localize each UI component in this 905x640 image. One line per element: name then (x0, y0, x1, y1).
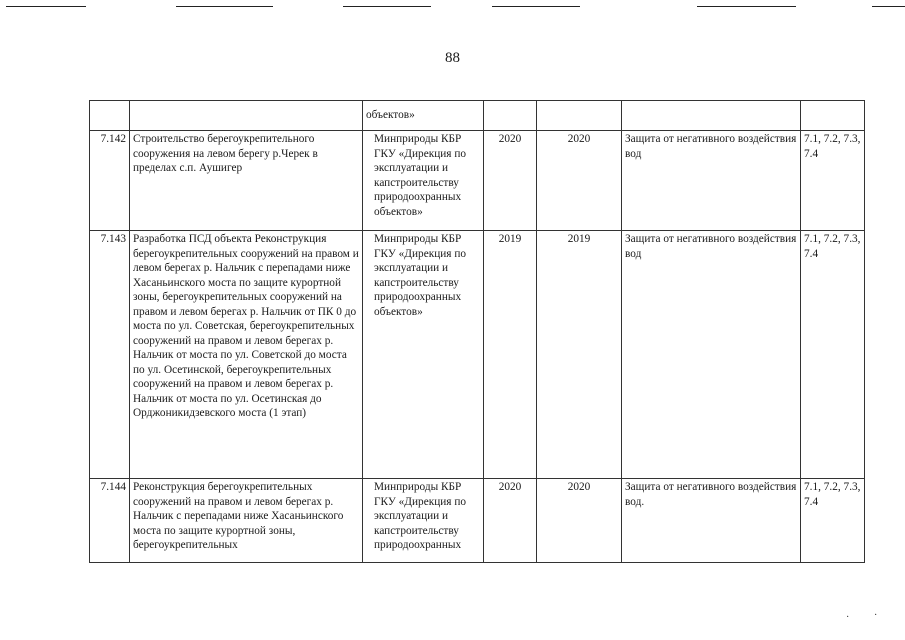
related-indicators: 7.1, 7.2, 7.3, 7.4 (801, 231, 865, 479)
page-number: 88 (445, 50, 460, 66)
responsible-org (363, 479, 484, 563)
year-end: 2020 (537, 479, 622, 563)
measure-purpose: Защита от негативного воздействия вод (622, 131, 801, 231)
header-rule (176, 6, 273, 7)
scan-mark: · (846, 612, 850, 623)
header-rule (6, 6, 86, 7)
measures-table (89, 100, 865, 563)
row-number (90, 101, 130, 131)
related-indicators (801, 101, 865, 131)
header-rule (697, 6, 796, 7)
responsible-org (363, 131, 484, 231)
year-start (484, 101, 537, 131)
scan-mark: · (874, 610, 878, 621)
measure-name: Реконструкция берегоукрепительных сооружений на правом и левом берегах р. Нальчик с перепадами ниже Хасаньинского моста по защите курортной зоны, берегоукрепительных (130, 479, 363, 563)
row-number: 7.143 (90, 231, 130, 479)
measure-name: Строительство берегоукрепительного сооружения на левом берегу р.Черек в пределах с.п. Аушигер (130, 131, 363, 231)
year-start: 2020 (484, 131, 537, 231)
row-number: 7.142 (90, 131, 130, 231)
header-rule (872, 6, 905, 7)
row-number: 7.144 (90, 479, 130, 563)
responsible-org (363, 231, 484, 479)
related-indicators: 7.1, 7.2, 7.3, 7.4 (801, 479, 865, 563)
year-end (537, 101, 622, 131)
table-row (90, 101, 865, 131)
measure-purpose (622, 101, 801, 131)
responsible-org-text: Минприроды КБР ГКУ «Дирекция по эксплуатации и капстроительству природоохранных (374, 481, 467, 551)
responsible-org-text: Минприроды КБР ГКУ «Дирекция по эксплуатации и капстроительству природоохранных объектов» (374, 133, 467, 218)
header-rule (343, 6, 431, 7)
table-row (90, 479, 865, 563)
table-row (90, 131, 865, 231)
responsible-org-text: Минприроды КБР ГКУ «Дирекция по эксплуатации и капстроительству природоохранных объектов» (374, 233, 467, 318)
year-start: 2019 (484, 231, 537, 479)
responsible-org: объектов» (363, 101, 484, 131)
header-rule (492, 6, 580, 7)
year-end: 2020 (537, 131, 622, 231)
measure-name (130, 101, 363, 131)
measure-purpose: Защита от негативного воздействия вод (622, 231, 801, 479)
year-end: 2019 (537, 231, 622, 479)
related-indicators: 7.1, 7.2, 7.3, 7.4 (801, 131, 865, 231)
measure-purpose: Защита от негативного воздействия вод. (622, 479, 801, 563)
year-start: 2020 (484, 479, 537, 563)
table-row (90, 231, 865, 479)
measure-name: Разработка ПСД объекта Реконструкция берегоукрепительных сооружений на правом и левом берегах р. Нальчик с перепадами ниже Хасаньинского моста по защите курортной зоны, берегоукрепительных сооружений на правом и левом берегах р. Нальчик от ПК 0 до моста по ул. Советская, берегоукрепительных сооружений на правом и левом берегах р. Нальчик от моста по ул. Советской до моста по ул. Осетинской, берегоукрепительных сооружений на правом и левом берегах р. Нальчик от моста по ул. Осетинская до Орджоникидзевского моста (1 этап) (130, 231, 363, 479)
